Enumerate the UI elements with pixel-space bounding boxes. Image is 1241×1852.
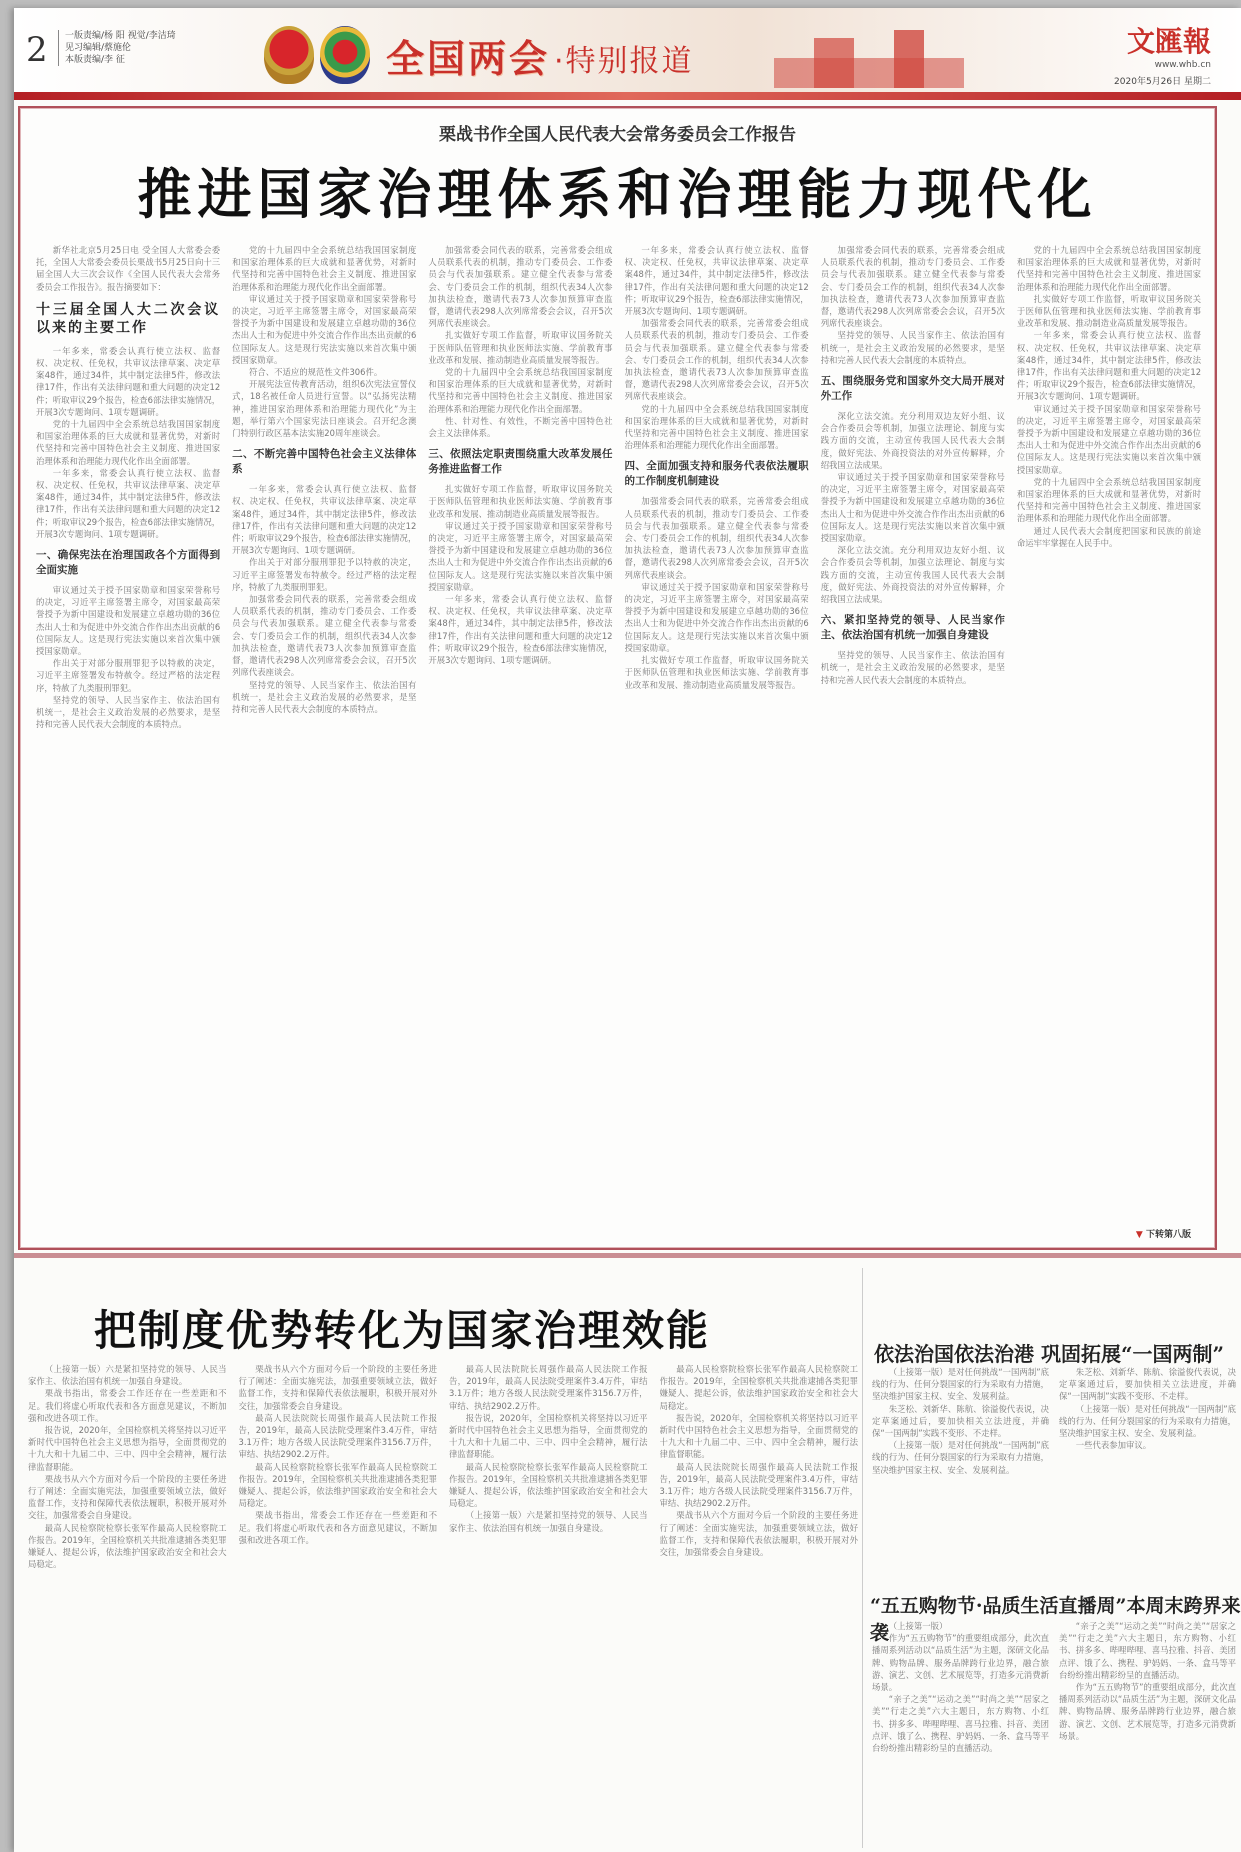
article-column [428, 244, 612, 1234]
masthead [14, 8, 1241, 98]
body-paragraph: 一些代表参加审议。 [1075, 1440, 1152, 1451]
newspaper-logo: 文匯報 [1126, 25, 1211, 58]
body-paragraph: 扎实做好专项工作监督，听取审议国务院关于医师队伍管理和执业医师法实施、学前教育事业改革和发展、推动制造业高质量发展等报告。 [428, 484, 613, 519]
cppcc-emblem-icon [320, 26, 370, 84]
body-paragraph: （上接第一版）六是紧扣坚持党的领导、人民当家作主、依法治国有机统一加强自身建设。 [449, 1510, 648, 1533]
body-paragraph: 审议通过关于授予国家勋章和国家荣誉称号的决定，习近平主席签署主席令，对国家最高荣誉授予为新中国建设和发展建立卓越功勋的36位杰出人士和为促进中外交流合作作出杰出贡献的6位国际友人。这是现行宪法实施以来首次集中颁授国家勋章。 [36, 585, 221, 657]
article-column [36, 244, 220, 1234]
body-paragraph: 党的十九届四中全会系统总结我国国家制度和国家治理体系的巨大成就和显著优势，对新时代坚持和完善中国特色社会主义制度、推进国家治理体系和治理能力现代化作出全面部署。 [624, 403, 809, 451]
newspaper-url: www.whb.cn [1154, 60, 1211, 70]
second-article-columns [28, 1363, 858, 1843]
article-lead: 新华社北京5月25日电 受全国人大常委会委托，全国人大常委会委员长栗战书5月25日向十三届全国人大三次会议作《全国人民代表大会常务委员会工作报告》。报告摘要如下： [36, 245, 221, 292]
body-paragraph: 党的十九届四中全会系统总结我国国家制度和国家治理体系的巨大成就和显著优势，对新时代坚持和完善中国特色社会主义制度、推进国家治理体系和治理能力现代化作出全面部署。 [1016, 476, 1202, 524]
issue-date: 2020年5月26日 星期二 [1114, 77, 1211, 87]
body-paragraph: 最高人民检察院检察长张军作最高人民检察院工作报告。2019年，全国检察机关共批准逮捕各类犯罪嫌疑人、提起公诉，依法维护国家政治安全和社会大局稳定。 [659, 1364, 858, 1411]
body-paragraph: 报告说，2020年，全国检察机关将坚持以习近平新时代中国特色社会主义思想为指导，全面贯彻党的十九大和十九届二中、三中、四中全会精神，履行法律监督职能。 [449, 1412, 648, 1460]
body-paragraph: 党的十九届四中全会系统总结我国国家制度和国家治理体系的巨大成就和显著优势，对新时代坚持和完善中国特色社会主义制度、推进国家治理体系和治理能力现代化作出全面部署。 [232, 245, 417, 292]
article-column [232, 244, 416, 1234]
banner-title: 全国两会 [386, 37, 551, 81]
body-paragraph: 栗战书指出，常委会工作还存在一些差距和不足。我们将虚心听取代表和各方面意见建议，不断加强和改进各项工作。 [28, 1388, 227, 1423]
article-column [660, 1363, 859, 1843]
body-paragraph: 最高人民法院院长周强作最高人民法院工作报告，2019年，最高人民法院受理案件3.4万件，审结3.1万件；地方各级人民法院受理案件3156.7万件，审结、执结2902.2万件。 [449, 1364, 648, 1411]
body-paragraph: （上接第一版）是对任何挑战“一国两制”底线的行为、任何分裂国家的行为采取有力措施，坚决维护国家主权、安全、发展利益。 [872, 1440, 1049, 1475]
body-paragraph: （上接第一版）是对任何挑战“一国两制”底线的行为、任何分裂国家的行为采取有力措施，坚决维护国家主权、安全、发展利益。 [872, 1367, 1049, 1402]
body-paragraph: 审议通过关于授予国家勋章和国家荣誉称号的决定，习近平主席签署主席令，对国家最高荣誉授予为新中国建设和发展建立卓越功勋的36位杰出人士和为促进中外交流合作作出杰出贡献的6位国际友人。这是现行宪法实施以来首次集中颁授国家勋章。 [624, 581, 809, 653]
side-article-1-headline: 依法治国依法治港 巩固拓展“一国两制” [874, 1342, 1224, 1366]
body-paragraph: 一年多来，常委会认真行使立法权、监督权、决定权、任免权，共审议法律草案、决定草案48件，通过34件，其中制定法律5件，修改法律17件，作出有关法律问题和重大问题的决定12件；听取审议29个报告，检查6部法律实施情况，开展3次专题询问、1项专题调研。 [1016, 330, 1202, 402]
section-heading: 四、全面加强支持和服务代表依法履职的工作制度机制建设 [624, 460, 809, 488]
article-column [872, 1620, 1049, 1852]
national-emblem-icon [264, 26, 314, 84]
article-column [872, 1366, 1049, 1570]
newspaper-page [14, 8, 1241, 1852]
article-body-columns [36, 244, 1201, 1234]
article-kicker: 栗战书作全国人民代表大会常务委员会工作报告 [439, 125, 796, 145]
second-article-headline: 把制度优势转化为国家治理效能 [94, 1306, 711, 1355]
section-heading: 三、依照法定职责围绕重大改革发展任务推进监督工作 [428, 448, 613, 476]
body-paragraph: 一年多来，常委会认真行使立法权、监督权、决定权、任免权，共审议法律草案、决定草案48件，通过34件，其中制定法律5件，修改法律17件，作出有关法律问题和重大问题的决定12件；听取审议29个报告，检查6部法律实施情况，开展3次专题询问、1项专题调研。 [624, 245, 809, 317]
article-column [239, 1363, 438, 1843]
body-paragraph: 作出关于对部分服刑罪犯予以特赦的决定，习近平主席签署发布特赦令。经过严格的法定程序，特赦了九类服刑罪犯。 [36, 658, 221, 693]
body-paragraph: 深化立法交流。充分利用双边友好小组、议会合作委员会等机制，加强立法理论、制度与实践方面的交流，主动宣传我国人民代表大会制度，做好宪法、外商投资法的对外宣传解释，介绍我国立法成果。 [820, 545, 1005, 605]
body-paragraph: 性、针对性、有效性，不断完善中国特色社会主义法律体系。 [428, 415, 613, 439]
body-paragraph: 作出关于对部分服刑罪犯予以特赦的决定，习近平主席签署发布特赦令。经过严格的法定程序，特赦了九类服刑罪犯。 [232, 557, 417, 592]
editor-line: 一版责编/杨 阳 视觉/李洁琦 [65, 31, 176, 41]
body-paragraph: 通过人民代表大会制度把国家和民族的前途命运牢牢掌握在人民手中。 [1016, 525, 1202, 548]
body-paragraph: 扎实做好专项工作监督，听取审议国务院关于医师队伍管理和执业医师法实施、学前教育事业改革和发展、推动制造业高质量发展等报告。 [428, 330, 613, 365]
great-hall-illustration-icon [774, 30, 964, 88]
body-paragraph: 符合、不适应的规范性文件306件。 [248, 367, 383, 378]
triangle-down-icon: ▼ [1135, 1230, 1143, 1240]
body-paragraph: 审议通过关于授予国家勋章和国家荣誉称号的决定，习近平主席签署主席令，对国家最高荣誉授予为新中国建设和发展建立卓越功勋的36位杰出人士和为促进中外交流合作作出杰出贡献的6位国际友人。这是现行宪法实施以来首次集中颁授国家勋章。 [1016, 403, 1202, 475]
body-paragraph: 开展宪法宣传教育活动，组织6次宪法宣誓仪式，18名被任命人员进行宣誓。以“弘扬宪法精神，推进国家治理体系和治理能力现代化”为主题，举行第六个国家宪法日座谈会。召开纪念澳门特别行政区基本法实施20周年座谈会。 [232, 379, 417, 439]
side-article-2-headline: “五五购物节·品质生活直播周”本周末跨界来袭 [870, 1595, 1241, 1644]
editor-line: 见习编辑/蔡施伦 [65, 43, 132, 53]
body-paragraph: 扎实做好专项工作监督，听取审议国务院关于医师队伍管理和执业医师法实施、学前教育事业改革和发展、推动制造业高质量发展等报告。 [1016, 293, 1202, 329]
body-paragraph: 加强常委会同代表的联系，完善常委会组成人员联系代表的机制，推动专门委员会、工作委员会与代表加强联系。建立健全代表参与常委会、专门委员会工作的机制，组织代表34人次参加执法检查，邀请代表73人次参加预算审查监督，邀请代表298人次列席常委会会议，召开5次列席代表座谈会。 [624, 496, 809, 580]
body-paragraph: 坚持党的领导、人民当家作主、依法治国有机统一，是社会主义政治发展的必然要求，是坚持和完善人民代表大会制度的本质特点。 [36, 694, 221, 730]
column-divider [862, 1268, 863, 1848]
article-column [1059, 1620, 1236, 1852]
body-paragraph: 一年多来，常委会认真行使立法权、监督权、决定权、任免权，共审议法律草案、决定草案48件，通过34件，其中制定法律5件，修改法律17件，作出有关法律问题和重大问题的决定12件；听取审议29个报告，检查6部法律实施情况，开展3次专题询问、1项专题调研。 [428, 594, 613, 666]
section-divider [14, 1253, 1241, 1258]
editor-line: 本版责编/李 征 [65, 55, 125, 65]
body-paragraph: （上接第一版）是对任何挑战“一国两制”底线的行为、任何分裂国家的行为采取有力措施，坚决维护国家主权、安全、发展利益。 [1059, 1403, 1236, 1439]
body-paragraph: 一年多来，常委会认真行使立法权、监督权、决定权、任免权，共审议法律草案、决定草案48件，通过34件，其中制定法律5件，修改法律17件，作出有关法律问题和重大问题的决定12件；听取审议29个报告，检查6部法律实施情况，开展3次专题询问、1项专题调研。 [36, 345, 221, 417]
body-paragraph: 一年多来，常委会认真行使立法权、监督权、决定权、任免权，共审议法律草案、决定草案48件，通过34件，其中制定法律5件，修改法律17件，作出有关法律问题和重大问题的决定12件；听取审议29个报告，检查6部法律实施情况，开展3次专题询问、1项专题调研。 [232, 484, 417, 556]
body-paragraph: 加强常委会同代表的联系，完善常委会组成人员联系代表的机制，推动专门委员会、工作委员会与代表加强联系。建立健全代表参与常委会、专门委员会工作的机制，组织代表34人次参加执法检查，邀请代表73人次参加预算审查监督，邀请代表298人次列席常委会会议，召开5次列席代表座谈会。 [624, 318, 809, 402]
side-article-1-body [872, 1366, 1236, 1570]
body-paragraph: 朱芝松、刘新华、陈航、徐溢俊代表说，决定草案通过后，要加快相关立法进度，并确保“一国两制”实践不变形、不走样。 [1059, 1367, 1236, 1402]
section-heading: 五、围绕服务党和国家外交大局开展对外工作 [820, 375, 1005, 403]
page-number: 2 [26, 30, 48, 70]
body-paragraph: 报告说，2020年，全国检察机关将坚持以习近平新时代中国特色社会主义思想为指导，全面贯彻党的十九大和十九届二中、三中、四中全会精神，履行法律监督职能。 [659, 1412, 858, 1460]
body-paragraph: （上接第一版）六是紧扣坚持党的领导、人民当家作主、依法治国有机统一加强自身建设。 [28, 1364, 227, 1387]
body-paragraph: 栗战书从六个方面对今后一个阶段的主要任务进行了阐述：全面实施宪法，加强重要领域立法，做好监督工作，支持和保障代表依法履职，积极开展对外交往，加强常委会自身建设。 [659, 1510, 858, 1558]
body-paragraph: “亲子之美”“运动之美”“时尚之美”“居家之美”“行走之美”六大主题日，东方购物、小红书、拼多多、哔哩哔哩、喜马拉雅、抖音、美团点评、饿了么、携程、驴妈妈、一条、盒马等平台纷纷推出精彩纷呈的直播活动。 [872, 1694, 1049, 1754]
body-paragraph: 一年多来，常委会认真行使立法权、监督权、决定权、任免权，共审议法律草案、决定草案48件，通过34件，其中制定法律5件，修改法律17件，作出有关法律问题和重大问题的决定12件；听取审议29个报告，检查6部法律实施情况，开展3次专题询问、1项专题调研。 [36, 467, 221, 539]
body-paragraph: 审议通过关于授予国家勋章和国家荣誉称号的决定，习近平主席签署主席令，对国家最高荣誉授予为新中国建设和发展建立卓越功勋的36位杰出人士和为促进中外交流合作作出杰出贡献的6位国际友人。这是现行宪法实施以来首次集中颁授国家勋章。 [820, 472, 1005, 544]
masthead-divider [14, 92, 1241, 100]
body-paragraph: 栗战书指出，常委会工作还存在一些差距和不足。我们将虚心听取代表和各方面意见建议，不断加强和改进各项工作。 [238, 1510, 437, 1545]
body-paragraph: 审议通过关于授予国家勋章和国家荣誉称号的决定，习近平主席签署主席令，对国家最高荣誉授予为新中国建设和发展建立卓越功勋的36位杰出人士和为促进中外交流合作作出杰出贡献的6位国际友人。这是现行宪法实施以来首次集中颁授国家勋章。 [428, 520, 613, 592]
body-paragraph: 审议通过关于授予国家勋章和国家荣誉称号的决定，习近平主席签署主席令，对国家最高荣誉授予为新中国建设和发展建立卓越功勋的36位杰出人士和为促进中外交流合作作出杰出贡献的6位国际友人。这是现行宪法实施以来首次集中颁授国家勋章。 [232, 293, 417, 365]
body-paragraph: 坚持党的领导、人民当家作主、依法治国有机统一，是社会主义政治发展的必然要求，是坚持和完善人民代表大会制度的本质特点。 [820, 650, 1005, 685]
body-paragraph: 最高人民检察院检察长张军作最高人民检察院工作报告。2019年，全国检察机关共批准逮捕各类犯罪嫌疑人、提起公诉，依法维护国家政治安全和社会大局稳定。 [449, 1461, 648, 1509]
section-heading: 六、紧扣坚持党的领导、人民当家作主、依法治国有机统一加强自身建设 [820, 614, 1005, 642]
body-paragraph: 坚持党的领导、人民当家作主、依法治国有机统一，是社会主义政治发展的必然要求，是坚持和完善人民代表大会制度的本质特点。 [232, 679, 417, 714]
body-paragraph: 栗战书从六个方面对今后一个阶段的主要任务进行了阐述：全面实施宪法，加强重要领域立法，做好监督工作，支持和保障代表依法履职，积极开展对外交往，加强常委会自身建设。 [238, 1364, 437, 1411]
body-paragraph: 最高人民法院院长周强作最高人民法院工作报告，2019年，最高人民法院受理案件3.4万件，审结3.1万件；地方各级人民法院受理案件3156.7万件，审结、执结2902.2万件。 [659, 1461, 858, 1509]
article-column [28, 1363, 227, 1843]
body-paragraph: 党的十九届四中全会系统总结我国国家制度和国家治理体系的巨大成就和显著优势，对新时代坚持和完善中国特色社会主义制度、推进国家治理体系和治理能力现代化作出全面部署。 [1016, 245, 1202, 292]
body-paragraph: 最高人民检察院检察长张军作最高人民检察院工作报告。2019年，全国检察机关共批准逮捕各类犯罪嫌疑人、提起公诉，依法维护国家政治安全和社会大局稳定。 [238, 1461, 437, 1509]
body-paragraph: 最高人民检察院检察长张军作最高人民检察院工作报告。2019年，全国检察机关共批准逮捕各类犯罪嫌疑人、提起公诉，依法维护国家政治安全和社会大局稳定。 [28, 1522, 227, 1570]
side-article-2-body [872, 1620, 1236, 1852]
body-paragraph: 扎实做好专项工作监督，听取审议国务院关于医师队伍管理和执业医师法实施、学前教育事业改革和发展、推动制造业高质量发展等报告。 [624, 655, 809, 690]
body-paragraph: 最高人民法院院长周强作最高人民法院工作报告，2019年，最高人民法院受理案件3.4万件，审结3.1万件；地方各级人民法院受理案件3156.7万件，审结、执结2902.2万件。 [238, 1412, 437, 1460]
body-paragraph: 栗战书从六个方面对今后一个阶段的主要任务进行了阐述：全面实施宪法，加强重要领域立法，做好监督工作，支持和保障代表依法履职，积极开展对外交往，加强常委会自身建设。 [28, 1473, 227, 1521]
body-paragraph: 朱芝松、刘新华、陈航、徐溢俊代表说，决定草案通过后，要加快相关立法进度，并确保“一国两制”实践不变形、不走样。 [872, 1403, 1049, 1439]
body-paragraph: 党的十九届四中全会系统总结我国国家制度和国家治理体系的巨大成就和显著优势，对新时代坚持和完善中国特色社会主义制度、推进国家治理体系和治理能力现代化作出全面部署。 [36, 419, 221, 466]
banner-subtitle: ·特别报道 [554, 44, 694, 79]
body-paragraph: （上接第一版） [888, 1621, 948, 1631]
article-column [1059, 1366, 1236, 1570]
editor-credits [58, 30, 176, 66]
article-column [1017, 244, 1201, 1234]
section-heading: 十三届全国人大二次会议以来的主要工作 [36, 301, 221, 336]
body-paragraph: 报告说，2020年，全国检察机关将坚持以习近平新时代中国特色社会主义思想为指导，全面贯彻党的十九大和十九届二中、三中、四中全会精神，履行法律监督职能。 [28, 1425, 227, 1472]
body-paragraph: 加强常委会同代表的联系，完善常委会组成人员联系代表的机制，推动专门委员会、工作委员会与代表加强联系。建立健全代表参与常委会、专门委员会工作的机制，组织代表34人次参加执法检查，邀请代表73人次参加预算审查监督，邀请代表298人次列席常委会会议，召开5次列席代表座谈会。 [820, 245, 1005, 329]
section-heading: 一、确保宪法在治理国政各个方面得到全面实施 [36, 549, 221, 577]
body-paragraph: 深化立法交流。充分利用双边友好小组、议会合作委员会等机制，加强立法理论、制度与实践方面的交流，主动宣传我国人民代表大会制度，做好宪法、外商投资法的对外宣传解释，介绍我国立法成果。 [820, 411, 1005, 470]
body-paragraph: 作为“五五购物节”的重要组成部分，此次直播周系列活动以“品质生活”为主题，深研文化品牌、购物品牌、服务品牌跨行业边界，融合旅游、演艺、文创、艺术展览等，打造多元消费新场景。 [872, 1633, 1049, 1693]
body-paragraph: 党的十九届四中全会系统总结我国国家制度和国家治理体系的巨大成就和显著优势，对新时代坚持和完善中国特色社会主义制度、推进国家治理体系和治理能力现代化作出全面部署。 [428, 367, 613, 414]
article-column [449, 1363, 648, 1843]
article-headline: 推进国家治理体系和治理能力现代化 [137, 163, 1098, 226]
main-article-box [18, 106, 1217, 1250]
continued-label: 下转第八版 [1145, 1230, 1191, 1240]
body-paragraph: 坚持党的领导、人民当家作主、依法治国有机统一，是社会主义政治发展的必然要求，是坚持和完善人民代表大会制度的本质特点。 [820, 330, 1005, 365]
body-paragraph: 作为“五五购物节”的重要组成部分，此次直播周系列活动以“品质生活”为主题，深研文化品牌、购物品牌、服务品牌跨行业边界，融合旅游、演艺、文创、艺术展览等，打造多元消费新场景。 [1059, 1682, 1236, 1741]
body-paragraph: 加强常委会同代表的联系，完善常委会组成人员联系代表的机制，推动专门委员会、工作委员会与代表加强联系。建立健全代表参与常委会、专门委员会工作的机制，组织代表34人次参加执法检查，邀请代表73人次参加预算审查监督，邀请代表298人次列席常委会会议，召开5次列席代表座谈会。 [428, 245, 613, 329]
article-column [625, 244, 809, 1234]
body-paragraph: “亲子之美”“运动之美”“时尚之美”“居家之美”“行走之美”六大主题日，东方购物、小红书、拼多多、哔哩哔哩、喜马拉雅、抖音、美团点评、饿了么、携程、驴妈妈、一条、盒马等平台纷纷推出精彩纷呈的直播活动。 [1059, 1621, 1236, 1680]
article-column [821, 244, 1005, 1234]
body-paragraph: 加强常委会同代表的联系，完善常委会组成人员联系代表的机制，推动专门委员会、工作委员会与代表加强联系。建立健全代表参与常委会、专门委员会工作的机制，组织代表34人次参加执法检查，邀请代表73人次参加预算审查监督，邀请代表298人次列席常委会会议，召开5次列席代表座谈会。 [232, 594, 417, 678]
section-heading: 二、不断完善中国特色社会主义法律体系 [232, 448, 417, 476]
continued-note[interactable] [1136, 1227, 1191, 1240]
